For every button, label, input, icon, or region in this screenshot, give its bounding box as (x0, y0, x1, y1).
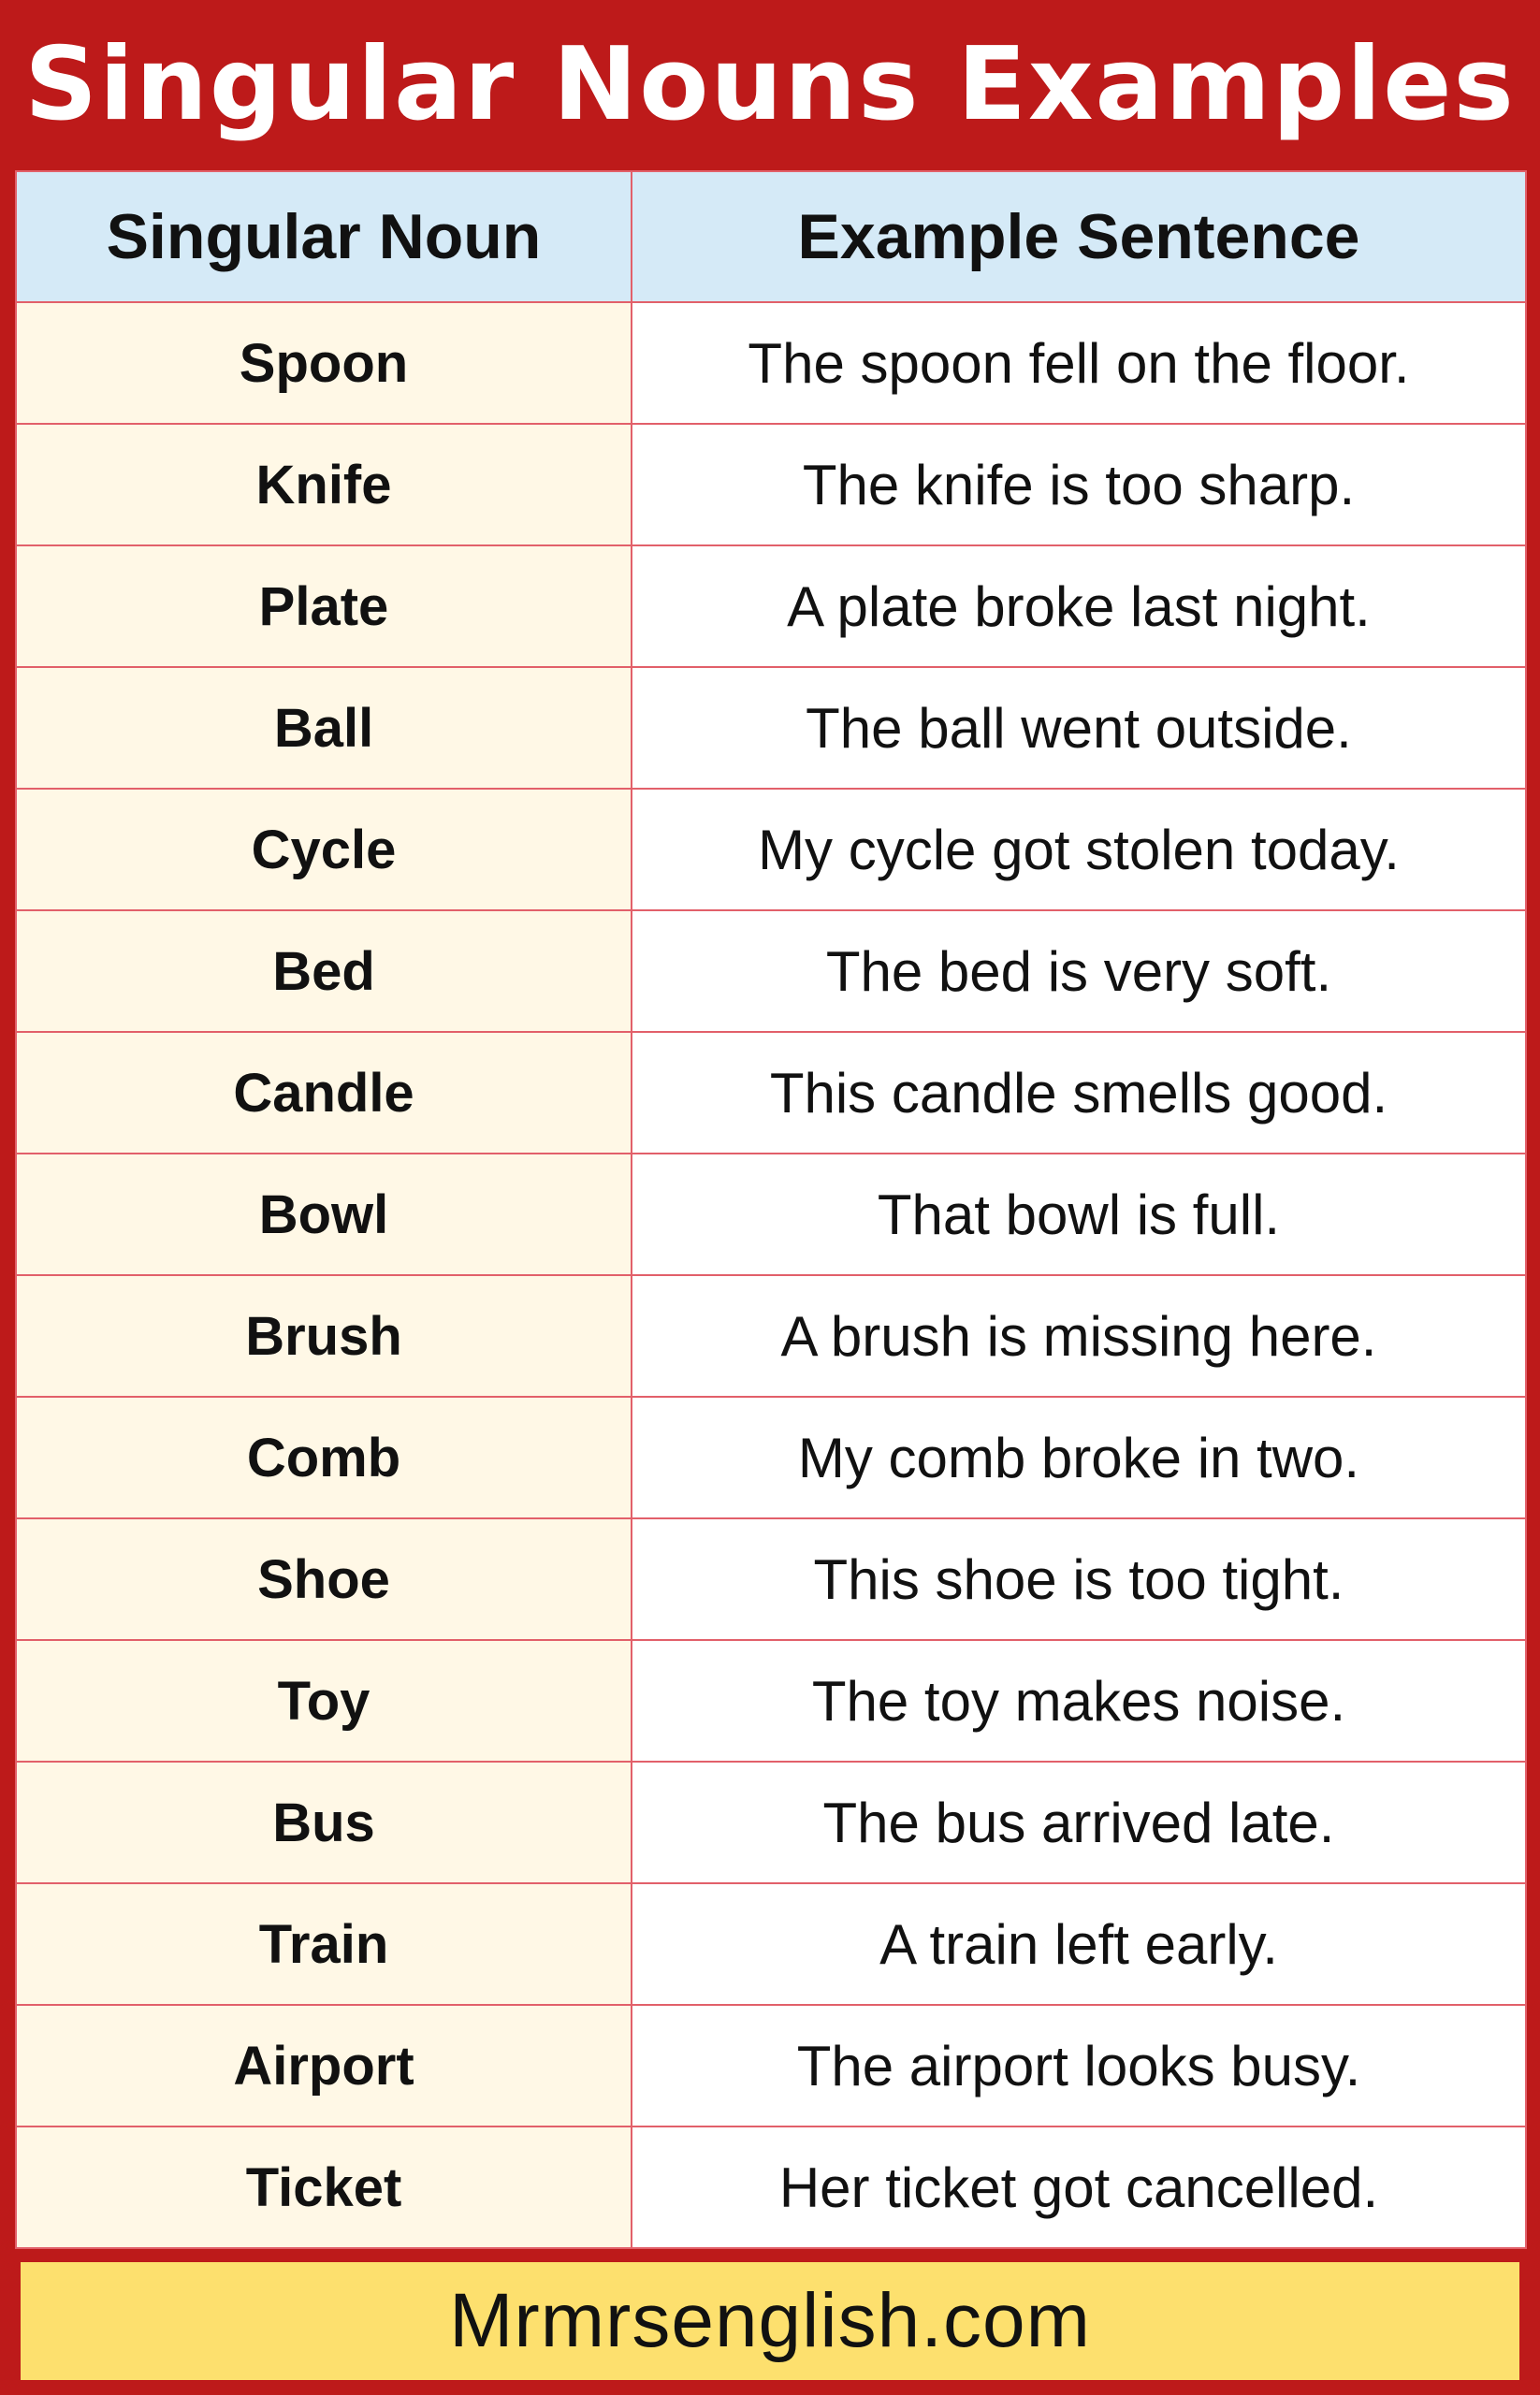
sentence-cell: This candle smells good. (632, 1032, 1526, 1154)
table-row (16, 789, 1526, 910)
noun-cell: Bowl (16, 1154, 632, 1275)
noun-cell: Bed (16, 910, 632, 1032)
noun-cell: Brush (16, 1275, 632, 1397)
sentence-cell: This shoe is too tight. (632, 1518, 1526, 1640)
table-row (16, 424, 1526, 545)
sentence-cell: A plate broke last night. (632, 545, 1526, 667)
table-row (16, 667, 1526, 789)
nouns-table-container (15, 170, 1525, 2242)
sentence-cell: A train left early. (632, 1883, 1526, 2005)
table-row (16, 1154, 1526, 1275)
sentence-cell: The toy makes noise. (632, 1640, 1526, 1762)
sentence-cell: The airport looks busy. (632, 2005, 1526, 2126)
sentence-cell: The bed is very soft. (632, 910, 1526, 1032)
table-row (16, 1397, 1526, 1518)
noun-cell: Ticket (16, 2126, 632, 2248)
sentence-cell: The spoon fell on the floor. (632, 302, 1526, 424)
sentence-cell: My cycle got stolen today. (632, 789, 1526, 910)
table-row (16, 1762, 1526, 1883)
noun-cell: Cycle (16, 789, 632, 910)
table-row (16, 1640, 1526, 1762)
header-example-sentence: Example Sentence (632, 171, 1526, 302)
noun-cell: Train (16, 1883, 632, 2005)
noun-cell: Plate (16, 545, 632, 667)
table-row (16, 1883, 1526, 2005)
table-row (16, 1275, 1526, 1397)
noun-cell: Shoe (16, 1518, 632, 1640)
table-row (16, 545, 1526, 667)
noun-cell: Candle (16, 1032, 632, 1154)
noun-cell: Comb (16, 1397, 632, 1518)
sentence-cell: My comb broke in two. (632, 1397, 1526, 1518)
header-singular-noun: Singular Noun (16, 171, 632, 302)
sentence-cell: Her ticket got cancelled. (632, 2126, 1526, 2248)
sentence-cell: A brush is missing here. (632, 1275, 1526, 1397)
page-title: Singular Nouns Examples (24, 25, 1516, 143)
noun-cell: Airport (16, 2005, 632, 2126)
noun-cell: Bus (16, 1762, 632, 1883)
noun-cell: Ball (16, 667, 632, 789)
table-row (16, 910, 1526, 1032)
table-row (16, 2126, 1526, 2248)
table-header-row (16, 171, 1526, 302)
sentence-cell: That bowl is full. (632, 1154, 1526, 1275)
table-row (16, 302, 1526, 424)
noun-cell: Toy (16, 1640, 632, 1762)
nouns-table (15, 170, 1527, 2249)
sentence-cell: The bus arrived late. (632, 1762, 1526, 1883)
table-row (16, 2005, 1526, 2126)
noun-cell: Knife (16, 424, 632, 545)
website-footer: Mrmrsenglish.com (21, 2262, 1519, 2380)
table-body (16, 302, 1526, 2248)
sentence-cell: The ball went outside. (632, 667, 1526, 789)
noun-cell: Spoon (16, 302, 632, 424)
table-row (16, 1032, 1526, 1154)
sentence-cell: The knife is too sharp. (632, 424, 1526, 545)
table-row (16, 1518, 1526, 1640)
